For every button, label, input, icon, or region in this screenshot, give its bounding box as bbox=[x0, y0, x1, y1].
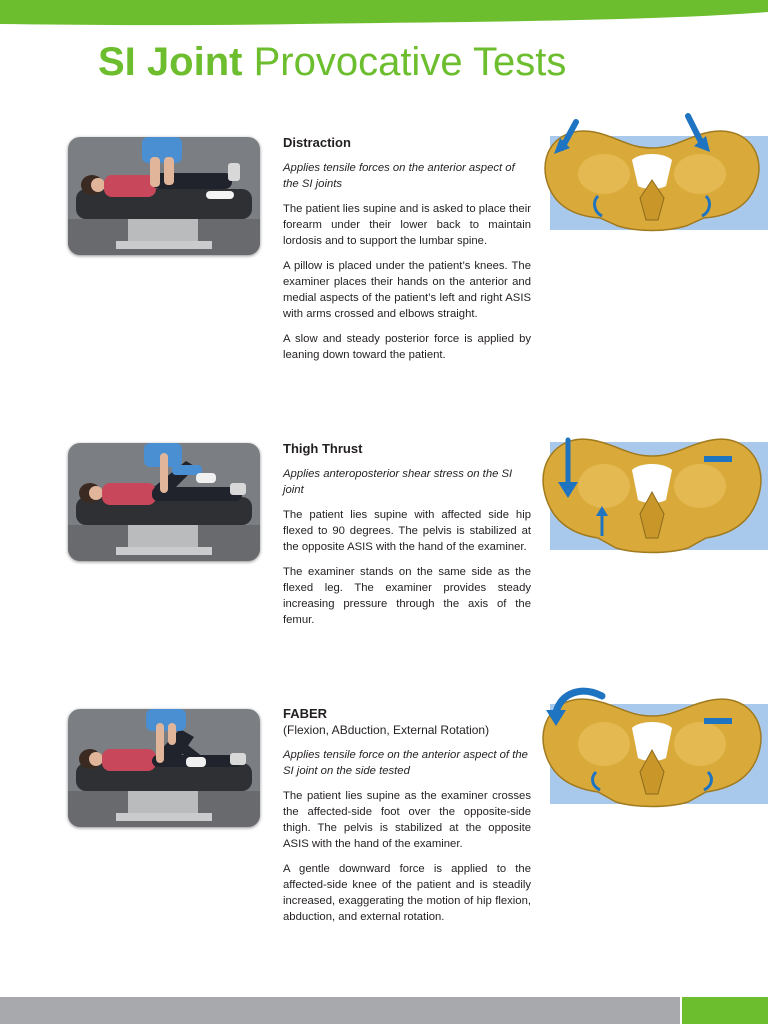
pelvis-distraction-icon bbox=[536, 108, 768, 238]
pelvis-faber-icon bbox=[536, 682, 768, 812]
distraction-photo bbox=[68, 137, 260, 255]
thigh-thrust-paragraph-2: The examiner stands on the same side as the flexed leg. The examiner provides steady increasing pressure through the axis of the femur. bbox=[283, 566, 531, 626]
distraction-paragraph-3: A slow and steady posterior force is applied by leaning down toward the patient. bbox=[283, 333, 531, 361]
faber-paragraph-1: The patient lies supine as the examiner crosses the affected-side foot over the opposite-side thigh. The pelvis is stabilized at the opposite ASIS with the hand of the examiner. bbox=[283, 790, 531, 850]
thigh-thrust-text bbox=[283, 441, 531, 637]
footer-green-bar bbox=[682, 997, 768, 1024]
distraction-description: Applies tensile forces on the anterior aspect of the SI joints bbox=[283, 162, 515, 190]
faber-heading: FABER bbox=[283, 706, 328, 721]
page-title-light: Provocative Tests bbox=[253, 40, 567, 84]
footer-gray-bar bbox=[0, 997, 680, 1024]
thigh-thrust-photo bbox=[68, 443, 260, 561]
thigh-thrust-paragraph-1: The patient lies supine with affected side hip flexed to 90 degrees. The pelvis is stabilized at the opposite ASIS with the hand of the examiner. bbox=[283, 509, 531, 553]
faber-description: Applies tensile force on the anterior aspect of the SI joint on the side tested bbox=[283, 749, 528, 777]
faber-paragraph-2: A gentle downward force is applied to the affected-side knee of the patient and is steadily increased, exaggerating the motion of hip flexion, abduction, and external rotation. bbox=[283, 863, 531, 923]
pelvis-thigh-thrust-icon bbox=[536, 430, 768, 560]
distraction-text bbox=[283, 135, 531, 372]
distraction-heading: Distraction bbox=[283, 135, 351, 150]
distraction-paragraph-2: A pillow is placed under the patient’s knees. The examiner places their hands on the anterior and medial aspects of the patient’s left and right ASIS with arms crossed and elbows straight. bbox=[283, 260, 531, 320]
faber-photo bbox=[68, 709, 260, 827]
page-title-bold: SI Joint bbox=[98, 40, 243, 84]
thigh-thrust-heading: Thigh Thrust bbox=[283, 441, 363, 456]
page-title bbox=[98, 38, 566, 86]
thigh-thrust-description: Applies anteroposterior shear stress on the SI joint bbox=[283, 468, 513, 496]
faber-subheading: (Flexion, ABduction, External Rotation) bbox=[283, 723, 490, 737]
distraction-paragraph-1: The patient lies supine and is asked to place their forearm under their lower back to maintain lordosis and to support the lumbar spine. bbox=[283, 203, 531, 247]
faber-text bbox=[283, 706, 531, 934]
top-green-band bbox=[0, 0, 768, 28]
